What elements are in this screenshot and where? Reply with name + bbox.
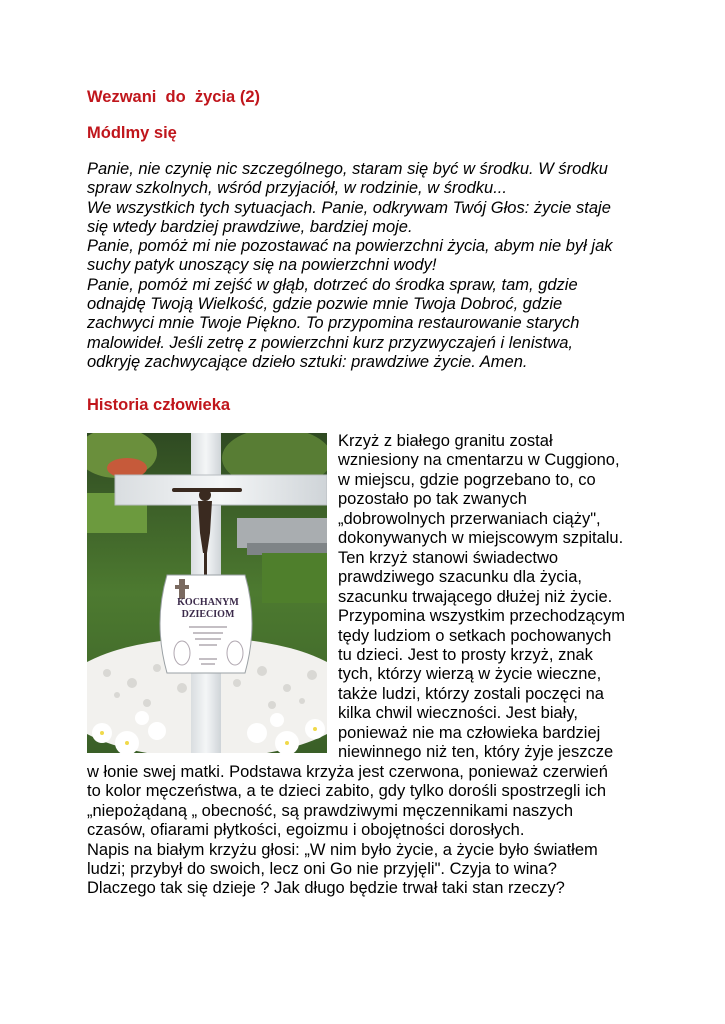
story-line: szacunku trwającego dłużej niż życie. — [338, 587, 613, 606]
story-line: tych, którzy wierzą w życie wieczne, — [338, 665, 602, 684]
plaque-line2: DZIECIOM — [181, 609, 235, 620]
prayer-line: malowideł. Jeśli zetrę z powierzchni kurz przyzwyczajeń i lenistwa, — [87, 333, 574, 352]
prayer-line: zachwyci mnie Twoje Piękno. To przypomina restaurowanie starych — [87, 314, 580, 333]
story-line: w miejscu, gdzie pogrzebano to, co — [338, 470, 596, 489]
prayer-line: odnajdę Twoją Wielkość, gdzie pozwie mnie Twoja Dobroć, gdzie — [87, 295, 563, 314]
story-line: ludzi; przybył do swoich, lecz oni Go nie przyjęli". Czyja to wina? — [87, 859, 557, 878]
story-line: ponieważ nie ma człowieka bardziej — [338, 723, 601, 742]
story-line: wzniesiony na cmentarzu w Cuggiono, — [338, 451, 620, 470]
prayer-line: spraw szkolnych, wśród przyjaciół, w rodzinie, w środku... — [87, 179, 507, 198]
story-line: tu dzieci. Jest to prosty krzyż, znak — [338, 645, 593, 664]
story-line: „niepożądaną „ obecność, są prawdziwymi męczennikami naszych — [87, 801, 574, 820]
prayer-line: Panie, pomóż mi zejść w głąb, dotrzeć do środka spraw, tam, gdzie — [87, 275, 578, 294]
story-heading: Historia człowieka — [87, 396, 231, 414]
prayer-line: się wtedy bardziej prawdziwe, bardziej moje. — [87, 217, 413, 236]
story-line: to kolor męczeństwa, a te dzieci zabito, gdy tylko dorośli spostrzegli ich — [87, 782, 607, 801]
story-line: Ten krzyż stanowi świadectwo — [338, 548, 559, 567]
story-line: Przypomina wszystkim przechodzącym — [338, 607, 625, 626]
story-line: także ludzi, którzy zostali poczęci na — [338, 684, 604, 703]
prayer-line: We wszystkich tych sytuacjach. Panie, odkrywam Twój Głos: życie staje — [87, 198, 611, 217]
story-line: prawdziwego szacunku dla życia, — [338, 568, 582, 587]
prayer-line: Panie, pomóż mi nie pozostawać na powierzchni życia, abym nie był jak — [87, 237, 613, 256]
story-line: „dobrowolnych przerwaniach ciąży", — [338, 509, 601, 528]
story-line: Krzyż z białego granitu został — [338, 432, 553, 450]
prayer-heading: Módlmy się — [87, 124, 177, 142]
story-line: w łonie swej matki. Podstawa krzyża jest czerwona, ponieważ czerwień — [87, 762, 608, 781]
prayer-line: odkryję zachwycające dzieło sztuki: prawdziwe życie. Amen. — [87, 352, 528, 371]
story-line: czasów, ofiarami płytkości, egoizmu i obojętności dorosłych. — [87, 821, 525, 840]
story-line: Dlaczego tak się dzieje ? Jak długo będzie trwał taki stan rzeczy? — [87, 879, 565, 898]
story-line: Napis na białym krzyżu głosi: „W nim było życie, a życie było światłem — [87, 840, 598, 859]
story-line: tędy ludziom o setkach pochowanych — [338, 626, 612, 645]
plaque-line1: KOCHANYM — [177, 597, 239, 608]
story-text — [87, 432, 647, 899]
story-line: pozostało po tak zwanych — [338, 490, 527, 509]
prayer-line: Panie, nie czynię nic szczególnego, staram się być w środku. W środku — [87, 160, 608, 178]
story-line: niewinnego niż ten, który żyje jeszcze — [338, 743, 614, 762]
story-line: kilka chwil wieczności. Jest biały, — [338, 704, 578, 723]
story-line: dokonywanych w miejscowym szpitalu. — [338, 529, 624, 548]
document-title: Wezwani do życia (2) — [87, 88, 260, 106]
prayer-line: suchy patyk unoszący się na powierzchni wody! — [87, 256, 437, 275]
prayer-text — [87, 160, 647, 372]
